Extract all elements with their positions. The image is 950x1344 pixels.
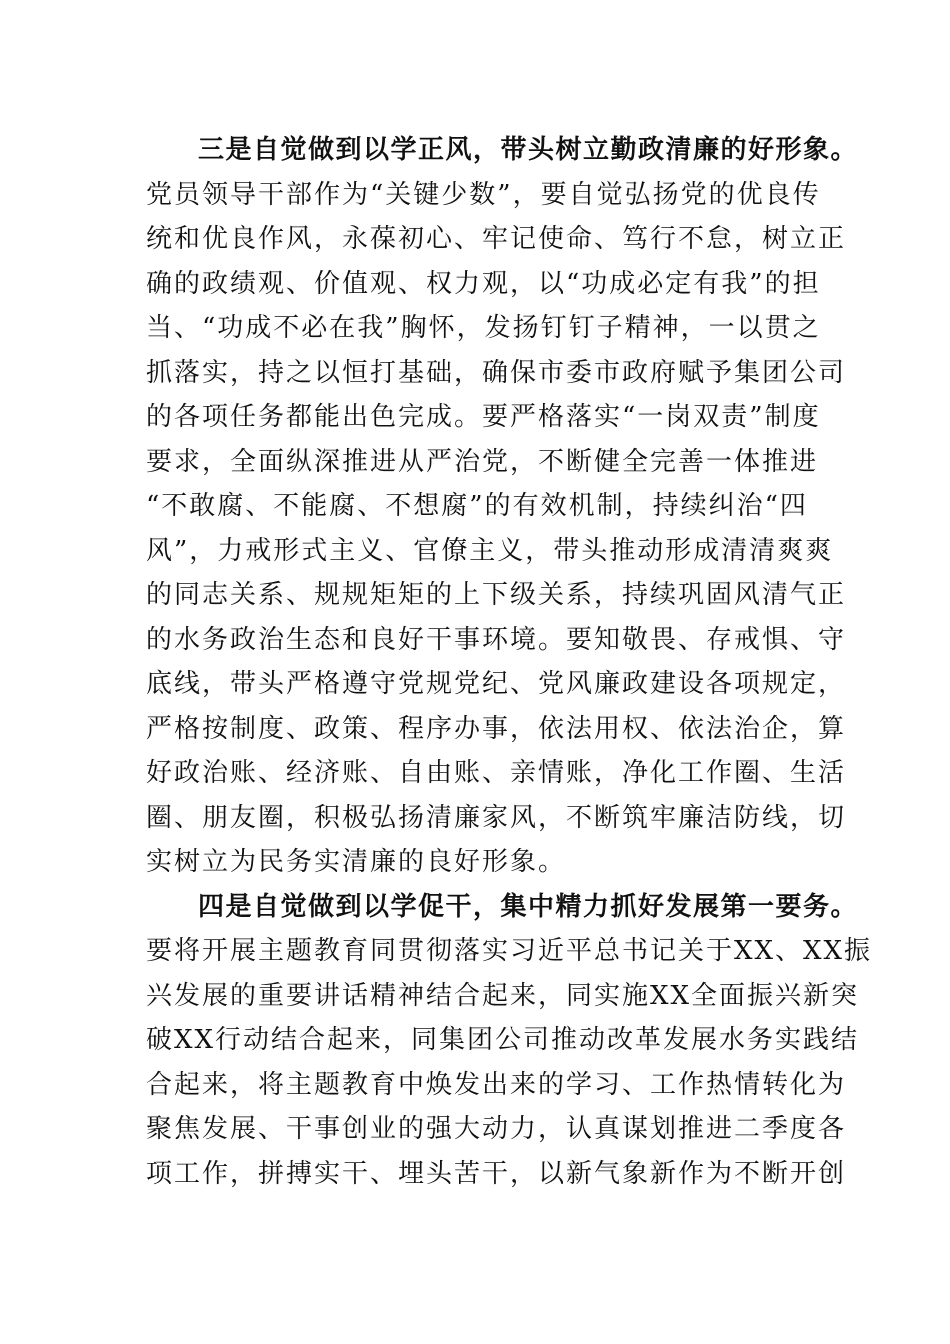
text-line: “不敢腐、不能腐、不想腐”的有效机制，持续纠治“四 — [146, 491, 808, 521]
text-line: 的水务政治生态和良好干事环境。要知敬畏、存戒惧、守 — [146, 624, 847, 655]
paragraph-four — [146, 885, 873, 1197]
text-line: 统和优良作风，永葆初心、牢记使命、笃行不怠，树立正 — [146, 224, 847, 254]
text-line: 要求，全面纵深推进从严治党，不断健全完善一体推进 — [146, 446, 819, 477]
text-line: 要将开展主题教育同贯彻落实习近平总书记关于XX、XX振 — [146, 936, 873, 966]
text-line: 的各项任务都能出色完成。要严格落实“一岗双责”制度 — [146, 402, 821, 432]
text-line: 聚焦发展、干事创业的强大动力，认真谋划推进二季度各 — [146, 1114, 847, 1144]
text-line: 当、“功成不必在我”胸怀，发扬钉钉子精神，一以贯之 — [146, 313, 821, 343]
text-line: 项工作，拼搏实干、埋头苦干，以新气象新作为不断开创 — [146, 1158, 847, 1189]
text-line: 底线，带头严格遵守党规党纪、党风廉政建设各项规定， — [146, 669, 847, 699]
paragraph-lead: 三是自觉做到以学正风，带头树立勤政清廉的好形象。 — [198, 135, 859, 165]
text-line: 好政治账、经济账、自由账、亲情账，净化工作圈、生活 — [146, 758, 847, 788]
text-line: 实树立为民务实清廉的良好形象。 — [146, 847, 567, 877]
paragraph-three — [146, 128, 859, 885]
text-line: 确的政绩观、价值观、权力观，以“功成必定有我”的担 — [146, 268, 821, 299]
document-page — [146, 128, 873, 1196]
text-line: 兴发展的重要讲话精神结合起来，同实施XX全面振兴新突 — [146, 980, 860, 1011]
text-line: 的同志关系、规规矩矩的上下级关系，持续巩固风清气正 — [146, 580, 847, 610]
paragraph-lead: 四是自觉做到以学促干，集中精力抓好发展第一要务。 — [198, 891, 859, 922]
text-line: 抓落实，持之以恒打基础，确保市委市政府赋予集团公司 — [146, 357, 847, 388]
text-line: 党员领导干部作为“关键少数”，要自觉弘扬党的优良传 — [146, 179, 821, 210]
text-line: 严格按制度、政策、程序办事，依法用权、依法治企，算 — [146, 713, 847, 744]
text-line: 破XX行动结合起来，同集团公司推动改革发展水务实践结 — [146, 1025, 860, 1055]
text-line: 合起来，将主题教育中焕发出来的学习、工作热情转化为 — [146, 1069, 847, 1100]
text-line: 风”，力戒形式主义、官僚主义，带头推动形成清清爽爽 — [146, 535, 834, 566]
text-line: 圈、朋友圈，积极弘扬清廉家风，不断筑牢廉洁防线，切 — [146, 802, 847, 833]
